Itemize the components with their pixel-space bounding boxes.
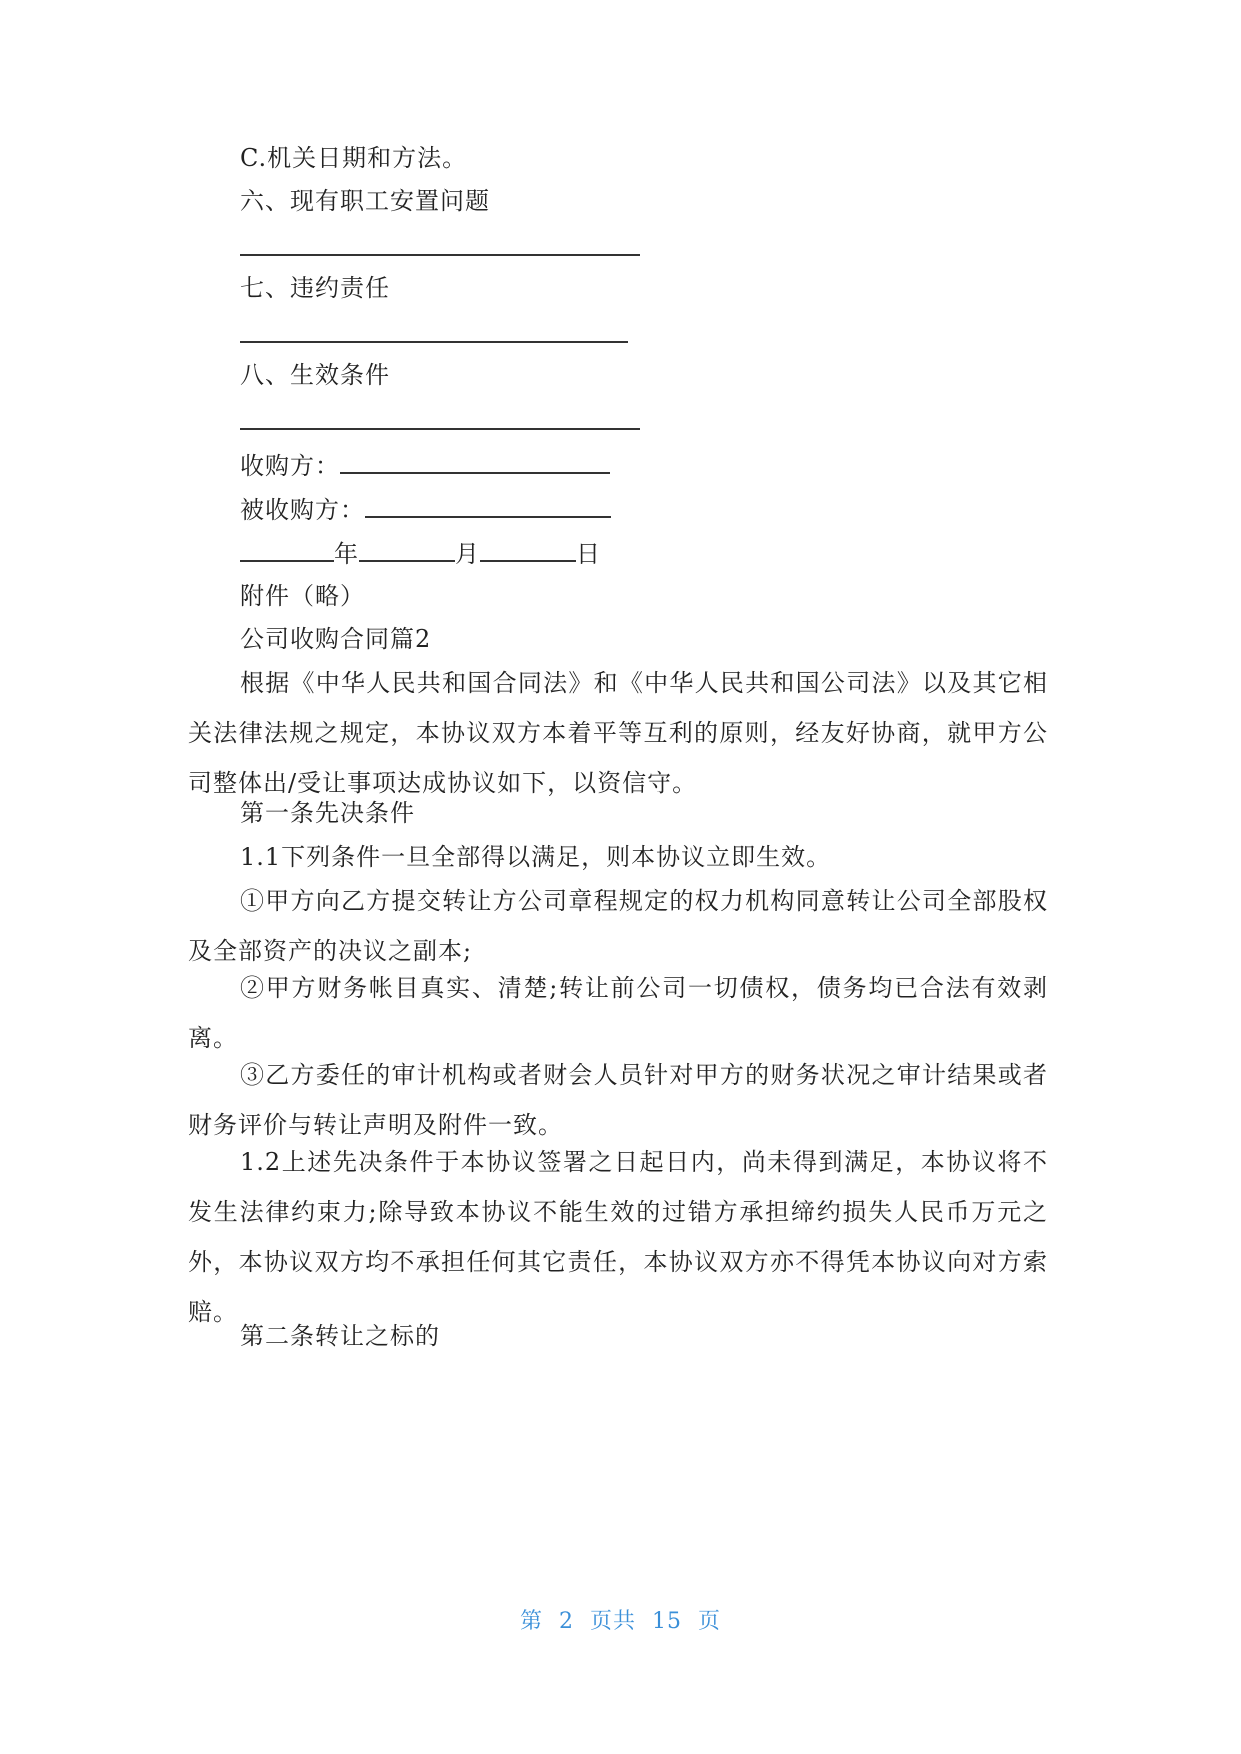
item-c-text: C.机关日期和方法。 xyxy=(240,144,468,172)
acquirer-label: 收购方： xyxy=(240,452,340,480)
article-1-title: 第一条先决条件 xyxy=(240,799,415,827)
condition-1-paragraph: ①甲方向乙方提交转让方公司章程规定的权力机构同意转让公司全部股权及全部资产的决议之副本; xyxy=(188,887,1048,965)
acquirer-blank xyxy=(340,450,610,474)
section-8-heading: 八、生效条件 xyxy=(240,361,390,389)
contract-title-2: 公司收购合同篇2 xyxy=(240,625,432,653)
footer-suffix: 页 xyxy=(698,1609,722,1634)
attachment-line: 附件（略） xyxy=(240,582,365,610)
month-label: 月 xyxy=(455,540,480,568)
footer-current-page: 2 xyxy=(558,1609,574,1634)
section-6-heading: 六、现有职工安置问题 xyxy=(240,187,490,215)
clause-1-2-paragraph: 1.2上述先决条件于本协议签署之日起日内，尚未得到满足，本协议将不发生法律约束力;除导致本协议不能生效的过错方承担缔约损失人民币万元之外，本协议双方均不承担任何其它责任，本协议双方亦不得凭本协议向对方索赔。 xyxy=(188,1148,1048,1326)
acquiree-blank xyxy=(365,494,611,518)
condition-3-paragraph: ③乙方委任的审计机构或者财会人员针对甲方的财务状况之审计结果或者财务评价与转让声明及附件一致。 xyxy=(188,1061,1048,1139)
footer-prefix: 第 xyxy=(519,1609,543,1634)
acquiree-label: 被收购方： xyxy=(240,496,365,524)
page-footer xyxy=(0,1604,1241,1635)
year-blank xyxy=(240,538,334,562)
acquirer-signature-field xyxy=(240,450,610,480)
day-blank xyxy=(480,538,576,562)
section-7-heading: 七、违约责任 xyxy=(240,274,390,302)
blank-line-section-6 xyxy=(240,254,640,256)
article-2-title: 第二条转让之标的 xyxy=(240,1322,440,1350)
clause-1-1: 1.1下列条件一旦全部得以满足，则本协议立即生效。 xyxy=(240,843,832,871)
footer-total-pages: 15 xyxy=(652,1609,682,1634)
month-blank xyxy=(359,538,455,562)
year-label: 年 xyxy=(334,540,359,568)
blank-line-section-8 xyxy=(240,428,640,430)
footer-middle: 页共 xyxy=(589,1609,636,1634)
date-field xyxy=(240,538,601,568)
blank-line-section-7 xyxy=(240,341,628,343)
preamble-paragraph: 根据《中华人民共和国合同法》和《中华人民共和国公司法》以及其它相关法律法规之规定，本协议双方本着平等互利的原则，经友好协商，就甲方公司整体出/受让事项达成协议如下，以资信守。 xyxy=(188,669,1048,797)
acquiree-signature-field xyxy=(240,494,611,524)
day-label: 日 xyxy=(576,540,601,568)
condition-2-paragraph: ②甲方财务帐目真实、清楚;转让前公司一切债权，债务均已合法有效剥离。 xyxy=(188,974,1048,1052)
